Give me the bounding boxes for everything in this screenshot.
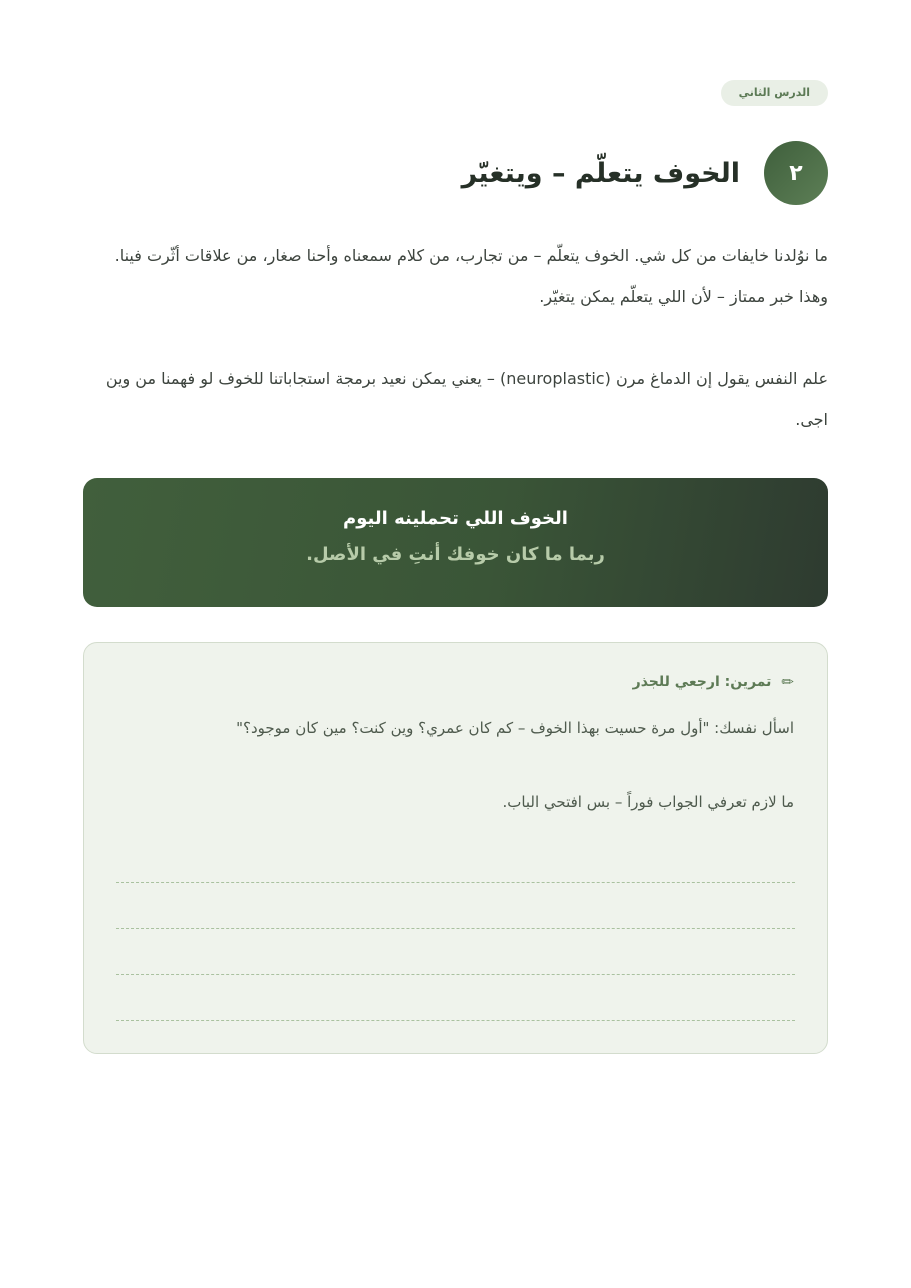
intro-paragraph: ما نوُلدنا خايفات من كل شي. الخوف يتعلّم – من تجارب، من كلام سمعناه وأحنا صغار، من علاقات أثّرت فينا. وهذا خبر ممتاز – لأن اللي يتعلّم يمكن يتغيّر.	[114, 246, 828, 306]
exercise-title: تمرين: ارجعي للجذر	[632, 674, 772, 690]
exercise-prompt: اسأل نفسك: "أول مرة حسيت بهذا الخوف – كم كان عمري؟ وين كنت؟ مين كان موجود؟"	[236, 719, 794, 737]
lesson-badge: الدرس الثاني	[721, 80, 828, 106]
exercise-header	[633, 673, 794, 691]
quote-box	[83, 478, 828, 607]
quote-line-highlight: ربما ما كان خوفك أنتِ في الأصل.	[306, 544, 605, 565]
lesson-heading	[462, 141, 828, 205]
exercise-note: ما لازم تعرفي الجواب فوراً – بس افتحي الباب.	[502, 793, 794, 811]
pencil-icon: ✏	[781, 673, 794, 691]
exercise-box	[83, 642, 828, 1054]
quote-line-primary: الخوف اللي تحملينه اليوم	[343, 508, 568, 529]
neuroplastic-paragraph: علم النفس يقول إن الدماغ مرن (neuroplastic) – يعني يمكن نعيد برمجة استجاباتنا للخوف لو فهمنا من وين اجى.	[105, 369, 828, 429]
writing-line[interactable]	[116, 1020, 795, 1021]
writing-line[interactable]	[116, 974, 795, 975]
lesson-title: الخوف يتعلّم – ويتغيّر	[461, 157, 740, 189]
writing-line[interactable]	[116, 928, 795, 929]
writing-line[interactable]	[116, 882, 795, 883]
lesson-number-circle: ٢	[764, 141, 828, 205]
